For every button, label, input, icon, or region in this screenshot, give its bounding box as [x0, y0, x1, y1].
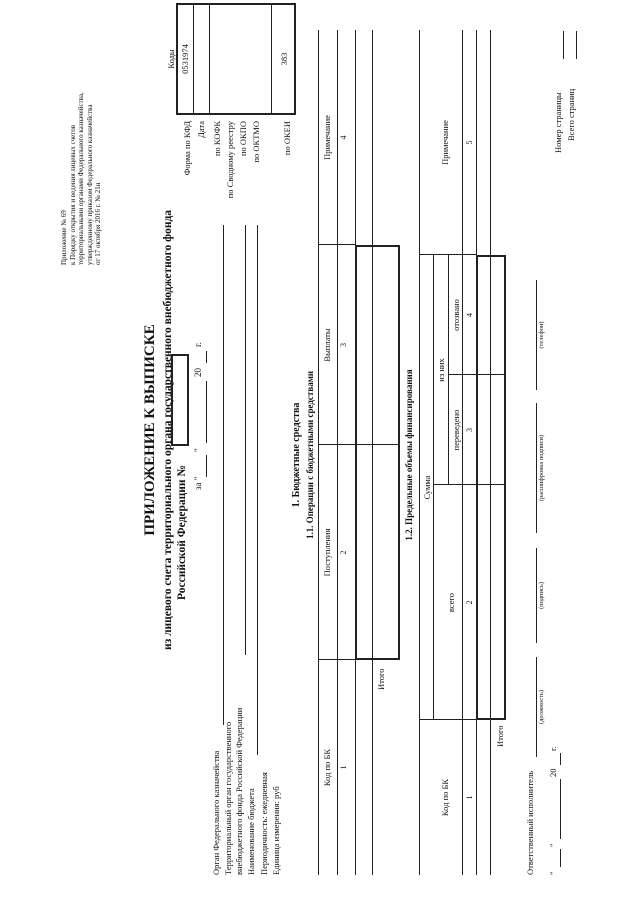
t2-header-total: всего [446, 592, 456, 613]
decoding-line[interactable] [536, 403, 537, 533]
form-title: ПРИЛОЖЕНИЕ К ВЫПИСКЕ [142, 324, 158, 536]
codes-header: Коды [166, 49, 176, 69]
t2-header-transferred: переведено [451, 409, 461, 451]
period-month-line[interactable] [206, 381, 207, 443]
footer-year: 20 [548, 768, 558, 777]
field-territorial-organ: Территориальный орган государственного [223, 721, 233, 875]
code-label-kofk: по КОФК [212, 121, 222, 157]
total-pages-line[interactable] [576, 31, 577, 59]
field-periodicity: Периодичность: ежедневная [259, 772, 269, 875]
position-caption: (должность) [538, 689, 545, 725]
signature-line[interactable] [536, 548, 537, 643]
period-quote: " [193, 448, 203, 452]
code-kfd: 0531974 [180, 44, 190, 74]
code-label-date: Дата [196, 121, 206, 138]
t2-total-label: Итого [495, 725, 505, 747]
page-number-label: Номер страницы [553, 92, 563, 153]
phone-line[interactable] [536, 280, 537, 390]
t1-num-1: 1 [339, 765, 348, 770]
code-okei: 383 [279, 52, 289, 66]
t1-header-code: Код по БК [322, 748, 332, 787]
field-unit: Единица измерения: руб [271, 786, 281, 875]
t2-header-code: Код по БК [440, 778, 450, 817]
t2-header-note: Примечание [440, 120, 450, 165]
footer-date-prefix: " [548, 871, 558, 875]
t1-total-label: Итого [376, 668, 386, 690]
appendix-note [60, 92, 103, 265]
appendix-line: территориальными органами Федерального казначейства, [77, 92, 85, 265]
field-budget-name: Наименование бюджета [246, 788, 256, 875]
footer-date-suffix: г. [548, 746, 558, 751]
decoding-caption: (расшифровка подписи) [538, 434, 545, 502]
t2-num-1: 1 [465, 795, 474, 800]
period-year-line[interactable] [206, 351, 207, 363]
territorial-organ-line[interactable] [245, 225, 246, 655]
t1-header-payments: Выплаты [322, 328, 332, 362]
field-territorial-organ-cont: внебюджетного фонда Российской Федерации [234, 707, 244, 875]
t1-num-2: 2 [339, 550, 348, 555]
executor-label: Ответственный исполнитель [525, 770, 535, 875]
footer-year-line[interactable] [560, 753, 561, 765]
footer-day-line[interactable] [560, 849, 561, 867]
fk-organ-line[interactable] [223, 225, 224, 725]
operations-total-box [355, 245, 400, 660]
t1-num-3: 3 [339, 343, 348, 347]
total-pages-label: Всего страниц [566, 88, 576, 141]
footer-month-line[interactable] [560, 779, 561, 839]
t2-num-3: 3 [465, 428, 474, 432]
t2-num-2: 2 [465, 600, 474, 605]
account-number-box[interactable] [171, 354, 189, 446]
financing-total-box [476, 255, 506, 720]
period-year: 20 [193, 368, 203, 377]
t2-header-recalled: отозвано [451, 299, 461, 331]
page-number-line[interactable] [563, 31, 564, 59]
period-day-line[interactable] [206, 455, 207, 477]
period-suffix: г. [193, 342, 203, 347]
account-label: Российской Федерации № [176, 465, 188, 600]
code-label-okpo: по ОКПО [238, 121, 248, 157]
t2-header-of-them: из них [436, 358, 446, 382]
appendix-line: от 17 октября 2016 г. № 21н [94, 182, 102, 265]
code-label-kfd: Форма по КФД [182, 121, 192, 176]
section1-subtitle: 1.1. Операции с бюджетными средствами [305, 370, 315, 540]
signature-caption: (подпись) [538, 582, 545, 609]
budget-name-line[interactable] [257, 225, 258, 755]
code-label-reestr: по Сводному реестру [225, 121, 235, 199]
appendix-line: утвержденному приказом Федерального казначейства [85, 104, 94, 265]
t2-num-4: 4 [465, 313, 474, 317]
appendix-line: к Порядку открытия и ведения лицевых счетов [68, 124, 77, 265]
t2-header-sum: Сумма [422, 475, 432, 500]
section1-title: 1. Бюджетные средства [291, 402, 302, 508]
appendix-line: Приложение № 69 [60, 210, 68, 265]
code-label-oktmo: по ОКТМО [251, 121, 261, 163]
t1-num-4: 4 [339, 135, 348, 140]
code-label-okei: по ОКЕИ [282, 121, 292, 156]
t1-header-receipts: Поступления [322, 528, 332, 577]
footer-date-quote: " [548, 843, 558, 847]
section2-subtitle: 1.2. Предельные объемы финансирования [404, 369, 414, 541]
period-prefix: за " [193, 476, 203, 490]
form-subtitle: из лицевого счета территориального органа государственного внебюджетного фонда [162, 209, 174, 651]
codes-box [176, 3, 296, 115]
t1-header-note: Примечание [322, 115, 332, 160]
field-fk-organ: Орган Федерального казначейства [211, 750, 221, 875]
t2-num-5: 5 [465, 140, 474, 145]
phone-caption: (телефон) [538, 321, 545, 349]
position-line[interactable] [536, 657, 537, 757]
